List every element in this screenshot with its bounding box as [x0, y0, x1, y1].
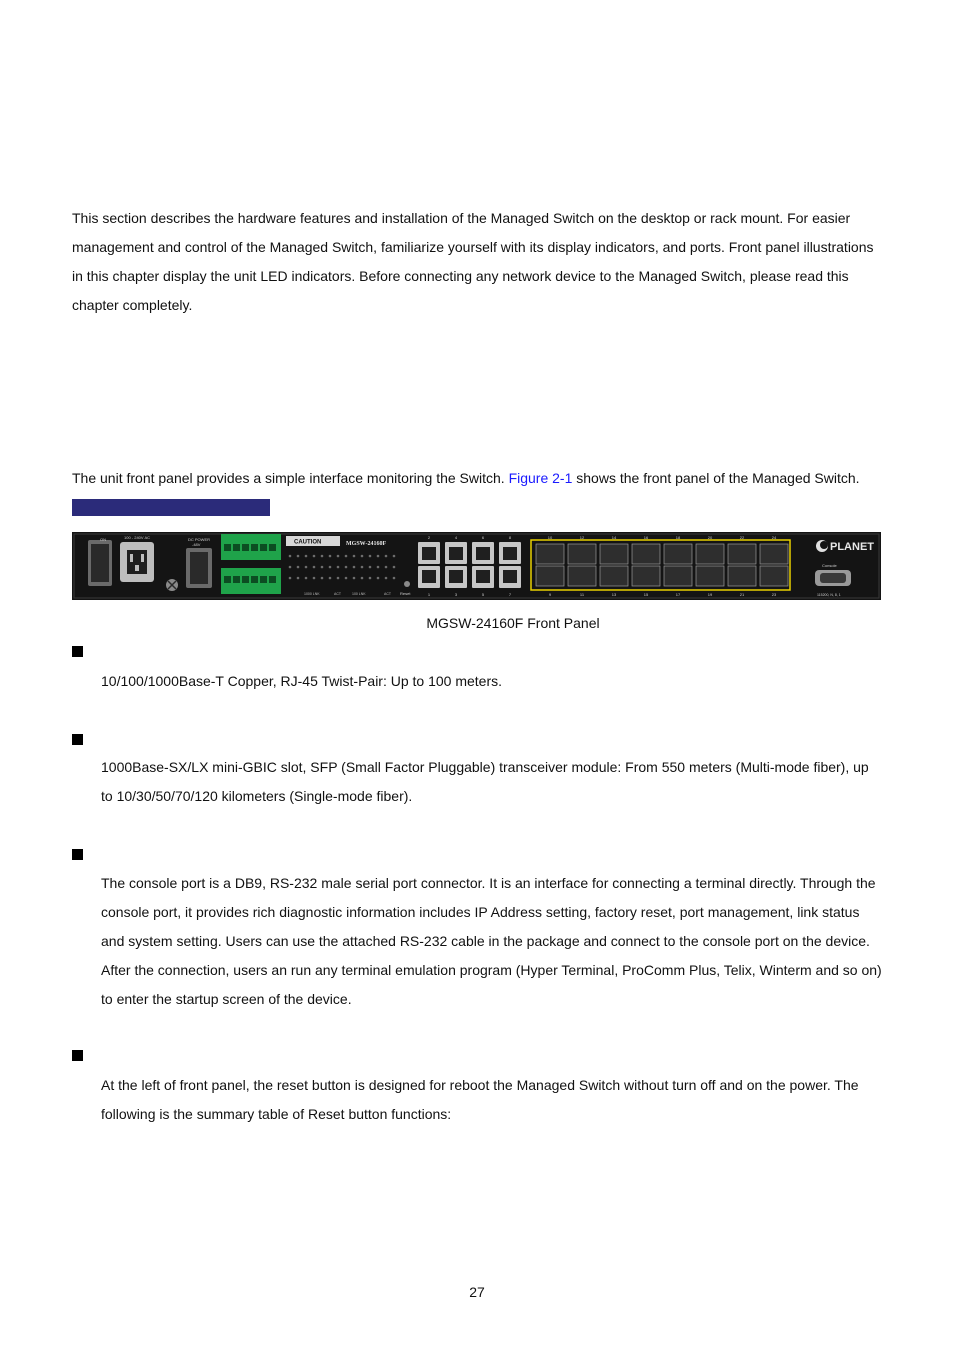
console-setting-label: 115200, N, 8, 1: [817, 593, 841, 597]
sfp-port-label: 10: [547, 535, 553, 540]
front-panel-text-before: The unit front panel provides a simple interface monitoring the Switch.: [72, 470, 509, 486]
sfp-port-label: 21: [739, 592, 745, 597]
led-legend-1: 1000 LNK: [304, 592, 320, 596]
sfp-port-label: 11: [579, 592, 585, 597]
dc-voltage-label: -48V: [192, 542, 201, 547]
rj45-port-label: 1: [427, 592, 431, 597]
rj45-port-label: 2: [427, 535, 431, 540]
sfp-port-label: 14: [611, 535, 617, 540]
sfp-port-label: 17: [675, 592, 681, 597]
sfp-port-label: 9: [548, 592, 552, 597]
figure-heading-bar: [72, 499, 270, 516]
rj45-port-label: 5: [481, 592, 485, 597]
led-legend-3: 100 LNK: [352, 592, 366, 596]
sfp-port-label: 20: [707, 535, 713, 540]
bullet-square-icon: [72, 1050, 83, 1061]
rj45-port-label: 8: [508, 535, 512, 540]
bullet-square-icon: [72, 849, 83, 860]
power-rating-label: 100 - 240V AC: [124, 535, 151, 540]
rj45-port-label: 6: [481, 535, 485, 540]
led-legend-2: ACT: [334, 592, 341, 596]
rj45-port-label: 3: [454, 592, 458, 597]
dc-power-label: DC POWER: [188, 537, 210, 542]
figure-link[interactable]: Figure 2-1: [508, 470, 573, 486]
sfp-port-label: 16: [643, 535, 649, 540]
intro-paragraph: This section describes the hardware features and installation of the Managed Switch on the desktop or rack mount. For easier management and control of the Managed Switch, familiarize yourself with its display indicators, and ports. Front panel illustrations in this chapter display the unit LED indicators. Before connecting any network device to the Managed Switch, please read this chapter completely.: [72, 210, 874, 313]
brand-logo-text: PLANET: [830, 541, 874, 553]
page-number: 27: [469, 1284, 485, 1300]
rj45-port-label: 7: [508, 592, 512, 597]
sfp-slots-text: 1000Base-SX/LX mini-GBIC slot, SFP (Small Factor Pluggable) transceiver module: From 550 meters (Multi-mode fiber), up to 10/30/50/70/120 kilometers (Single-mode fiber).: [101, 759, 869, 804]
sfp-port-label: 12: [579, 535, 585, 540]
front-panel-paragraph: [72, 464, 884, 493]
sfp-port-label: 13: [611, 592, 617, 597]
reset-label: Reset: [400, 591, 411, 596]
figure-caption: MGSW-24160F Front Panel: [426, 615, 600, 631]
sfp-port-label: 23: [771, 592, 777, 597]
reset-button: [404, 581, 410, 587]
sfp-port-label: 19: [707, 592, 713, 597]
sfp-port-label: 15: [643, 592, 649, 597]
bullet-square-icon: [72, 734, 83, 745]
sfp-port-label: 18: [675, 535, 681, 540]
caution-text: CAUTION: [294, 539, 322, 546]
copper-ports-text: 10/100/1000Base-T Copper, RJ-45 Twist-Pair: Up to 100 meters.: [101, 673, 503, 689]
reset-button-text: At the left of front panel, the reset button is designed for reboot the Managed Switch without turn off and on the power. The following is the summary table of Reset button functions:: [101, 1077, 859, 1122]
front-panel-text-after: shows the front panel of the Managed Switch.: [572, 470, 860, 486]
model-label: MGSW-24160F: [346, 541, 387, 547]
power-on-label: ON: [100, 537, 106, 542]
led-legend-4: ACT: [384, 592, 391, 596]
front-panel-image: [72, 532, 881, 600]
console-port-text: The console port is a DB9, RS-232 male serial port connector. It is an interface for connecting a terminal directly. Through the console port, it provides rich diagnostic information includes IP Address setting, factory reset, port management, link status and system setting. Users can use the attached RS-232 cable in the package and connect to the console port on the device. After the connection, users an run any terminal emulation program (Hyper Terminal, ProComm Plus, Telix, Winterm and so on) to enter the startup screen of the device.: [101, 875, 882, 1007]
sfp-port-label: 22: [739, 535, 745, 540]
bullet-square-icon: [72, 646, 83, 657]
rj45-port-label: 4: [454, 535, 458, 540]
console-label: Console: [822, 563, 837, 568]
sfp-port-label: 24: [771, 535, 777, 540]
